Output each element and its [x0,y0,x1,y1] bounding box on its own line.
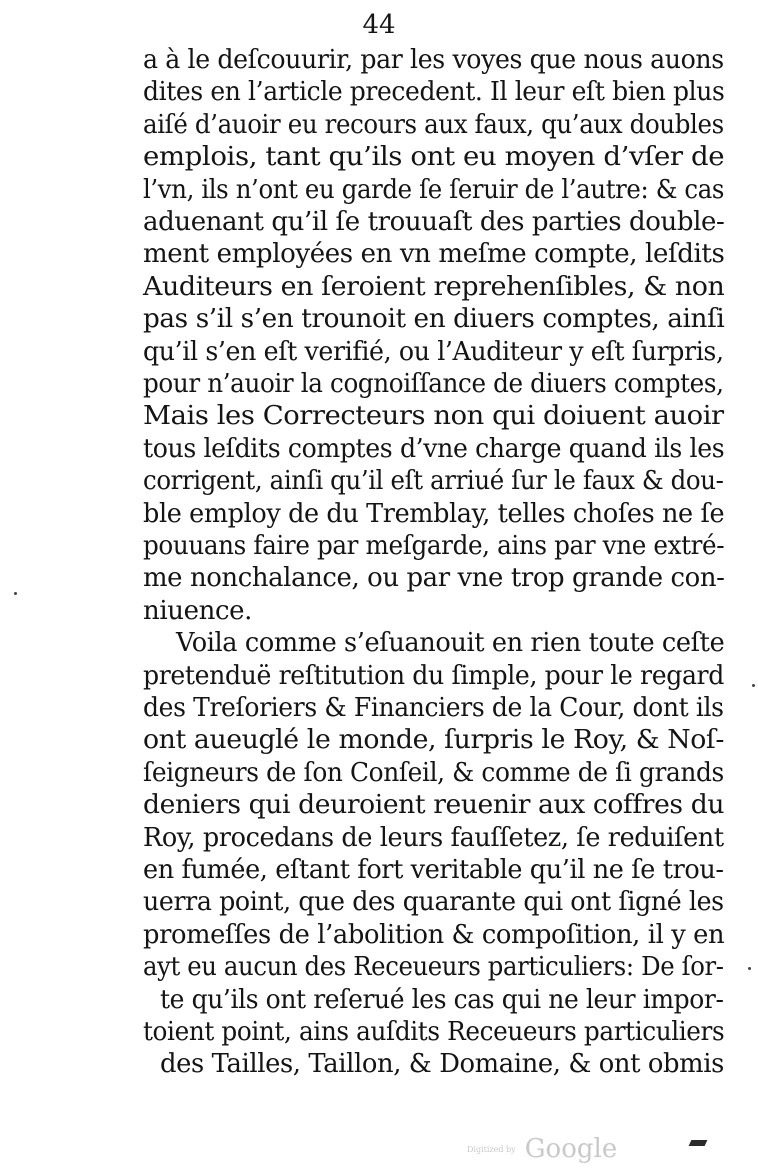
google-logo: Google [524,1134,618,1164]
ink-speck [748,967,751,970]
text-line: ble employ de du Tremblay, telles choſes ne ſe [143,499,725,529]
text-line: ont aueuglé le monde, ſurpris le Roy, & Noſ- [143,725,725,755]
text-line: Roy, procedans de leurs fauſſetez, ſe reduiſent [143,823,724,853]
page-number: 44 [362,10,396,40]
text-line: ayt eu aucun des Receueurs particuliers: De ſor- [143,952,724,982]
text-line: te qu’ils ont reſerué les cas qui ne leur impor- [160,985,724,1015]
text-line: qu’il s’en eſt verifié, ou l’Auditeur y eſt ſurpris, [143,337,724,367]
digitization-watermark [467,1134,617,1164]
text-line: pas s’il s’en trounoit en diuers comptes, ainſi [143,304,725,334]
text-line: niuence. [143,596,252,626]
text-line: dites en l’article precedent. Il leur eſt bien plus [143,77,725,107]
text-line: des Treſoriers & Financiers de la Cour, dont ils [143,693,724,723]
text-line: aduenant qu’il ſe trouuaſt des parties double- [143,207,725,237]
digitized-by-label: Digitized by [467,1144,516,1154]
text-line: deniers qui deuroient reuenir aux coffres du [143,790,725,820]
text-line: des Tailles, Taillon, & Domaine, & ont obmis [160,1049,724,1079]
text-line: emplois, tant qu’ils ont eu moyen d’vſer de [143,142,725,172]
text-line: corrigent, ainſi qu’il eſt arriué ſur le faux & dou- [143,466,724,496]
ink-speck [752,684,755,687]
text-line: Mais les Correcteurs non qui doiuent auoir [143,401,724,431]
text-line: Voila comme s’eſuanouit en rien toute ceſte [176,628,725,658]
text-line: a à le deſcouurir, par les voyes que nous auons [143,45,724,75]
text-line: pretenduë reſtitution du ſimple, pour le regard [143,661,724,691]
printer-ornament [689,1140,708,1146]
text-line: me nonchalance, ou par vne trop grande con- [143,563,725,593]
text-line: ment employées en vn meſme compte, leſdits [143,239,725,269]
ink-speck [14,592,17,595]
text-line: Auditeurs en ſeroient reprehenſibles, & non [143,272,725,302]
text-line: l’vn, ils n’ont eu garde ſe ſeruir de l’autre: & cas [143,175,725,205]
text-line: uerra point, que des quarante qui ont ſigné les [143,887,724,917]
text-line: pouuans faire par meſgarde, ains par vne extré- [143,531,725,561]
text-line: pour n’auoir la cognoiſſance de diuers comptes, [143,369,724,399]
text-line: en fumée, eſtant fort veritable qu’il ne ſe trou- [143,855,724,885]
text-line: ſeigneurs de ſon Conſeil, & comme de ſi grands [143,758,724,788]
text-line: toient point, ains auſdits Receueurs particuliers [143,1017,725,1047]
text-line: tous leſdits comptes d’vne charge quand ils les [143,434,725,464]
text-line: promeſſes de l’abolition & compoſition, il y en [143,920,725,950]
text-line: aiſé d’auoir eu recours aux faux, qu’aux doubles [143,110,724,140]
